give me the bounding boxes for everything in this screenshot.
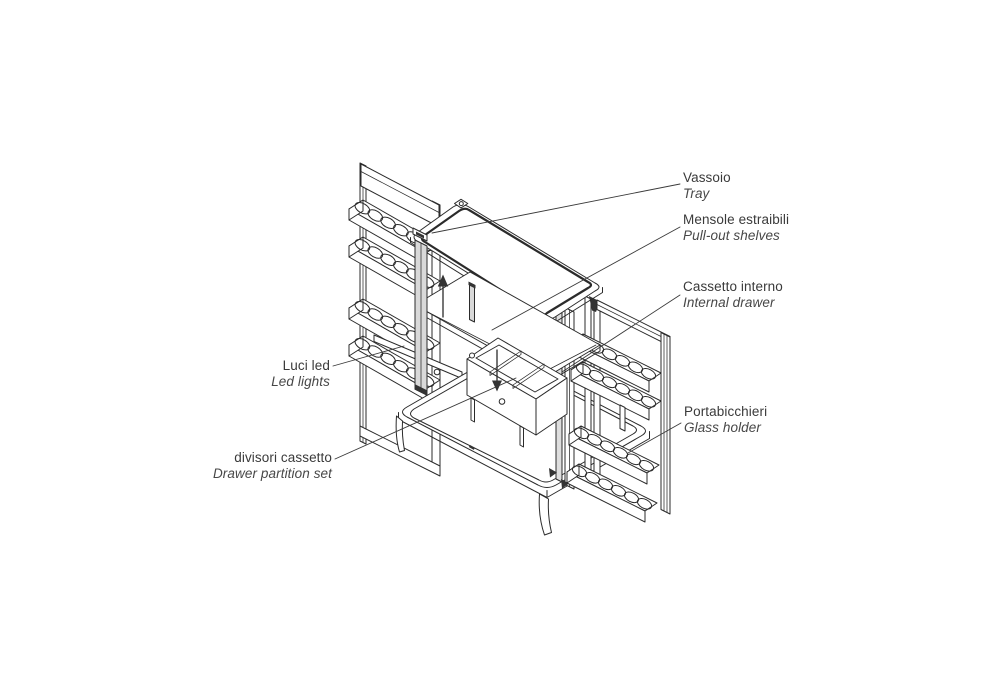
callout-glass-label-it: Portabicchieri [684, 404, 768, 419]
callout-led-label-en: Led lights [271, 373, 330, 389]
callout-glass-holder [684, 404, 767, 435]
callout-drawer-label-en: Internal drawer [683, 294, 775, 310]
callout-led-label-it: Luci led [282, 358, 330, 373]
callout-tray [683, 170, 731, 201]
callout-drawer-partition [120, 450, 332, 481]
callout-shelves-label-en: Pull-out shelves [683, 227, 780, 243]
callout-shelves-label-it: Mensole estraibili [683, 212, 790, 227]
callout-internal-drawer [683, 279, 783, 310]
callout-partition-label-en: Drawer partition set [212, 465, 332, 481]
callout-glass-label-en: Glass holder [684, 419, 761, 435]
console-front-leg [539, 494, 551, 535]
callout-partition-label-it: divisori cassetto [234, 450, 332, 465]
callout-led-lights [160, 358, 330, 389]
callout-drawer-label-it: Cassetto interno [683, 279, 783, 294]
callout-tray-label-it: Vassoio [683, 170, 731, 185]
callout-tray-label-en: Tray [683, 185, 710, 201]
callout-pull-out-shelves [683, 212, 789, 243]
